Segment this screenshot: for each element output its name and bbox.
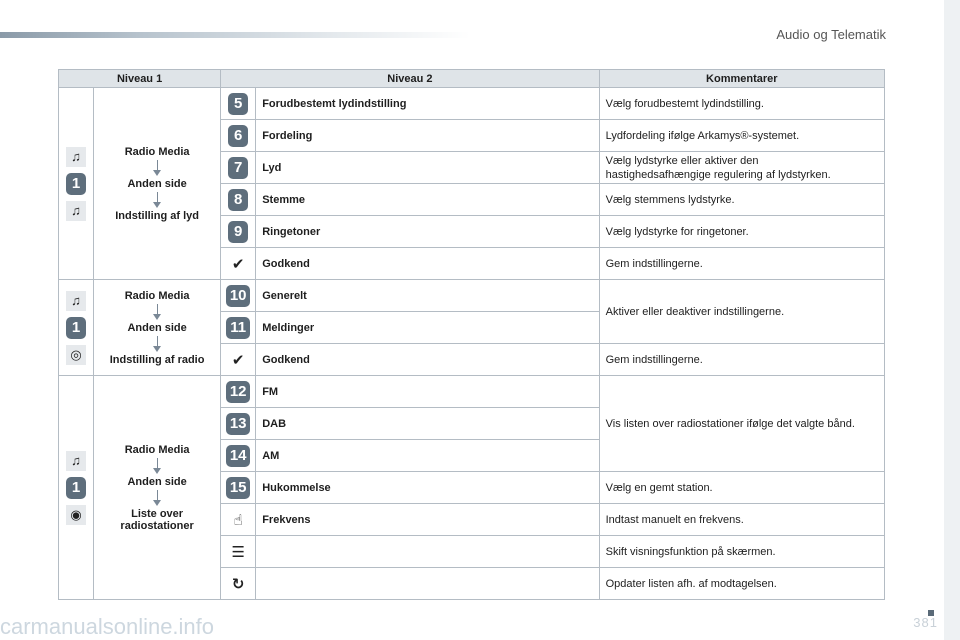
table-row [59, 376, 885, 408]
comment-text: Vælg en gemt station. [599, 472, 884, 504]
header-accent-bar [0, 32, 470, 38]
table-header-row [59, 70, 885, 88]
level1-icons-cell [59, 376, 94, 600]
level2-label: Frekvens [256, 504, 599, 536]
comment-text: Vælg stemmens lydstyrke. [599, 184, 884, 216]
comment-text: Vis listen over radiostationer ifølge det valgte bånd. [599, 376, 884, 472]
header-level2: Niveau 2 [221, 70, 599, 88]
comment-text: Gem indstillingerne. [599, 344, 884, 376]
level2-number-badge: 14 [226, 445, 250, 467]
level1-path-cell [94, 280, 221, 376]
level2-number-badge: 15 [226, 477, 250, 499]
display-mode-icon: ☰ [231, 543, 245, 561]
path-step: Radio Media [124, 289, 190, 302]
level1-path-cell [94, 376, 221, 600]
level2-number-badge: 7 [228, 157, 248, 179]
comment-text: Opdater listen afh. af modtagelsen. [599, 568, 884, 600]
level2-number-badge: 9 [228, 221, 248, 243]
path-step: Anden side [127, 177, 187, 190]
down-arrow-icon [157, 336, 158, 348]
level2-label: Lyd [256, 152, 599, 184]
path-step: Anden side [127, 321, 187, 334]
comment-text: Vælg forudbestemt lydindstilling. [599, 88, 884, 120]
comment-text: Indtast manuelt en frekvens. [599, 504, 884, 536]
level2-label: Stemme [256, 184, 599, 216]
refresh-icon: ↻ [231, 575, 245, 593]
level2-label: Ringetoner [256, 216, 599, 248]
music-note-icon: ♫ [66, 451, 86, 471]
down-arrow-icon [157, 192, 158, 204]
comment-text: Vælg lydstyrke for ringetoner. [599, 216, 884, 248]
level2-label: FM [256, 376, 599, 408]
level2-label: Godkend [256, 344, 599, 376]
level1-number-badge: 1 [66, 173, 86, 195]
manual-frequency-icon: ☝ [233, 511, 243, 529]
path-step: Anden side [127, 475, 187, 488]
table-row [59, 280, 885, 312]
page-edge-strip [944, 0, 960, 640]
music-settings-icon: ♫ [66, 201, 86, 221]
level1-number-badge: 1 [66, 317, 86, 339]
level2-number-badge: 8 [228, 189, 248, 211]
level2-number-badge: 12 [226, 381, 250, 403]
level2-label: Fordeling [256, 120, 599, 152]
level2-number-badge: 10 [226, 285, 250, 307]
level2-number-badge: 6 [228, 125, 248, 147]
level2-label: AM [256, 440, 599, 472]
path-step: Radio Media [124, 145, 190, 158]
level2-label: Forudbestemt lydindstilling [256, 88, 599, 120]
section-title: Audio og Telematik [776, 27, 886, 42]
header-comments: Kommentarer [599, 70, 884, 88]
comment-text: Gem indstillingerne. [599, 248, 884, 280]
music-note-icon: ♫ [66, 147, 86, 167]
comment-text: Skift visningsfunktion på skærmen. [599, 536, 884, 568]
header-level1: Niveau 1 [59, 70, 221, 88]
level2-number-badge: 11 [226, 317, 250, 339]
level2-label: Hukommelse [256, 472, 599, 504]
check-icon: ✔ [231, 351, 245, 369]
down-arrow-icon [157, 458, 158, 470]
level1-icons-cell [59, 88, 94, 280]
level1-icons-cell [59, 280, 94, 376]
radio-station-icon: ◉ [66, 505, 86, 525]
path-step: Radio Media [124, 443, 190, 456]
comment-text: Aktiver eller deaktiver indstillingerne. [599, 280, 884, 344]
table-row [59, 88, 885, 120]
comment-text: Lydfordeling ifølge Arkamys®-systemet. [599, 120, 884, 152]
check-icon: ✔ [231, 255, 245, 273]
path-step: Indstilling af radio [109, 353, 205, 366]
level2-label [256, 568, 599, 600]
down-arrow-icon [157, 160, 158, 172]
down-arrow-icon [157, 490, 158, 502]
level2-label: Generelt [256, 280, 599, 312]
page-number: 381 [913, 615, 938, 630]
down-arrow-icon [157, 304, 158, 316]
level2-label [256, 536, 599, 568]
level1-number-badge: 1 [66, 477, 86, 499]
level2-label: DAB [256, 408, 599, 440]
comment-text: Vælg lydstyrke eller aktiver den hastighedsafhængige regulering af lydstyrken. [599, 152, 884, 184]
level2-number-badge: 5 [228, 93, 248, 115]
path-step: Indstilling af lyd [115, 209, 199, 222]
level2-number-badge: 13 [226, 413, 250, 435]
radio-settings-icon: ◎ [66, 345, 86, 365]
level2-label: Godkend [256, 248, 599, 280]
level2-label: Meldinger [256, 312, 599, 344]
music-note-icon: ♫ [66, 291, 86, 311]
level1-path-cell [94, 88, 221, 280]
settings-table [58, 69, 885, 600]
path-step: Liste over radiostationer [120, 507, 194, 532]
watermark-text: carmanualsonline.info [0, 614, 215, 639]
